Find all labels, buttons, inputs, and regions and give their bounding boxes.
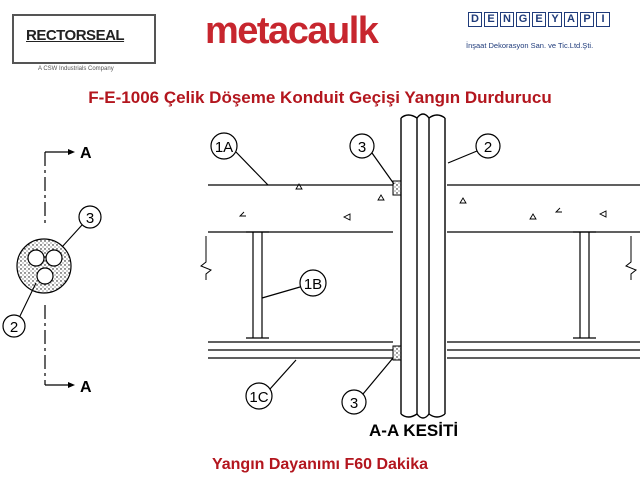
plan-view	[3, 145, 101, 396]
dengeyapi-letter: D	[468, 12, 482, 27]
plan-callout-2-label: 2	[9, 319, 19, 336]
section-mark-top: A	[80, 145, 92, 162]
section-mark-bottom: A	[80, 379, 92, 396]
callout-1B: 1B	[303, 276, 323, 293]
dengeyapi-letter: A	[564, 12, 578, 27]
callout-1A: 1A	[214, 139, 234, 156]
conduit-2	[46, 250, 62, 266]
section-view	[201, 114, 640, 418]
conduit-3	[37, 268, 53, 284]
dengeyapi-letter: P	[580, 12, 594, 27]
dengeyapi-letter: E	[484, 12, 498, 27]
page-title: F-E-1006 Çelik Döşeme Konduit Geçişi Yangın Durdurucu	[88, 88, 552, 107]
metacaulk-logo: metacaulk	[205, 10, 378, 52]
callout-1C: 1C	[249, 389, 269, 406]
callout-3-bottom: 3	[349, 395, 359, 412]
dengeyapi-letter: N	[500, 12, 514, 27]
dengeyapi-subtitle: İnşaat Dekorasyon San. ve Tic.Ltd.Şti.	[466, 41, 594, 50]
fire-rating-footer: Yangın Dayanımı F60 Dakika	[211, 456, 429, 473]
callout-2: 2	[483, 139, 493, 156]
sealant-disk	[17, 239, 71, 293]
rectorseal-logo-text: RECTORSEAL	[26, 27, 125, 44]
dengeyapi-letter: I	[596, 12, 610, 27]
dengeyapi-letter: E	[532, 12, 546, 27]
section-label: A-A KESİTİ	[369, 421, 459, 440]
conduit-1	[28, 250, 44, 266]
plan-callout-3-label: 3	[85, 210, 95, 227]
dengeyapi-letter: G	[516, 12, 530, 27]
rectorseal-tagline: A CSW Industrials Company	[38, 66, 114, 72]
callout-3-top: 3	[357, 139, 367, 156]
dengeyapi-letter: Y	[548, 12, 562, 27]
